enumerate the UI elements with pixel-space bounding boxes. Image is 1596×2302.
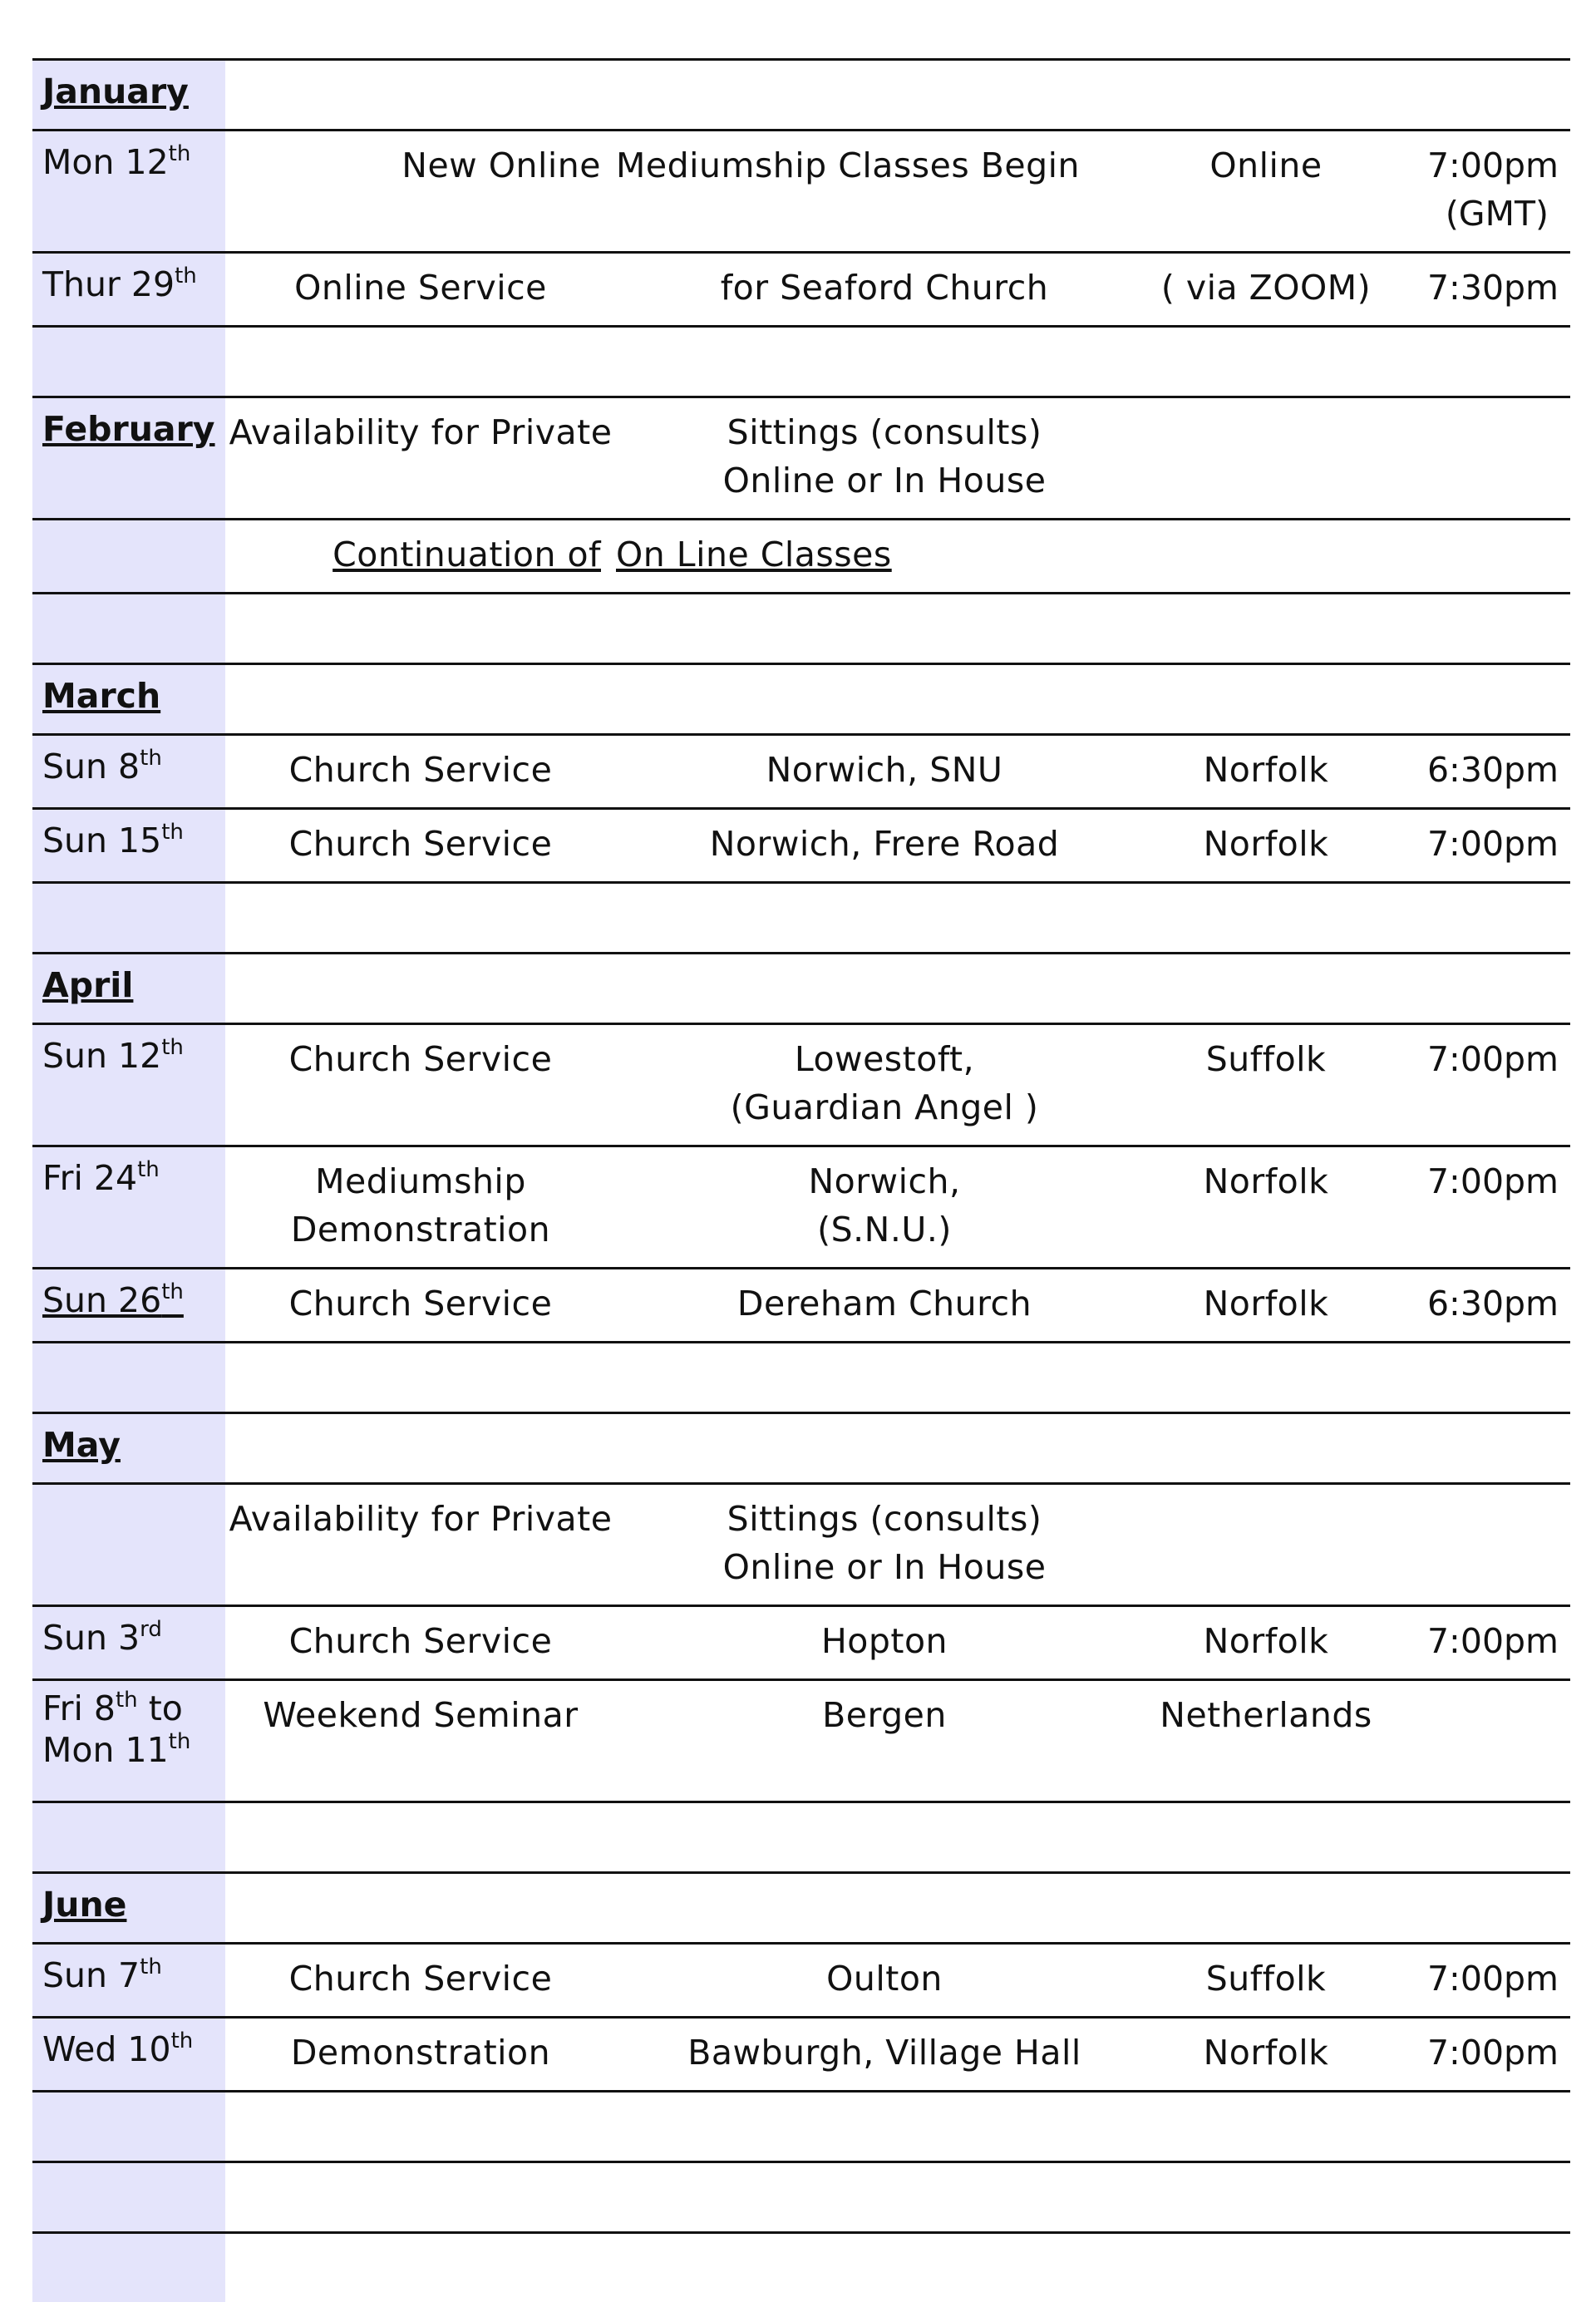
event-region: Norfolk — [1153, 1269, 1379, 1343]
event-date: Sun 12th — [32, 1024, 225, 1146]
event-place: Bergen — [616, 1680, 1153, 1802]
table-row — [32, 520, 1570, 594]
blank-cell — [225, 60, 1570, 131]
blank-cell — [225, 2162, 1570, 2233]
event-time: 7:00pm — [1379, 1606, 1570, 1680]
blank-cell — [225, 954, 1570, 1024]
table-row — [32, 1680, 1570, 1802]
event-place: Norwich, (S.N.U.) — [616, 1146, 1153, 1269]
blank-cell — [225, 1343, 1570, 1413]
spacer-row — [32, 327, 1570, 397]
blank-date-cell — [32, 2233, 225, 2302]
table-row — [32, 1484, 1570, 1606]
event-region: Suffolk — [1153, 1944, 1379, 2018]
spacer-row — [32, 2233, 1570, 2302]
blank-cell — [225, 1413, 1570, 1484]
blank-cell — [225, 664, 1570, 735]
spacer-row — [32, 594, 1570, 664]
blank-date-cell — [32, 1343, 225, 1413]
event-place: Hopton — [616, 1606, 1153, 1680]
blank-cell — [1153, 520, 1570, 594]
event-region: Suffolk — [1153, 1024, 1379, 1146]
spacer-row — [32, 883, 1570, 954]
event-region: Norfolk — [1153, 2018, 1379, 2092]
event-title: Church Service — [225, 735, 616, 809]
event-title: Church Service — [225, 1269, 616, 1343]
table-row — [32, 131, 1570, 253]
event-time: 6:30pm — [1379, 735, 1570, 809]
table-row — [32, 1146, 1570, 1269]
event-title: Mediumship Demonstration — [225, 1146, 616, 1269]
event-time: 7:00pm — [1379, 1146, 1570, 1269]
blank-date-cell — [32, 883, 225, 954]
event-place: Norwich, SNU — [616, 735, 1153, 809]
event-date: Sun 3rd — [32, 1606, 225, 1680]
event-date: Thur 29th — [32, 253, 225, 327]
event-time — [1379, 1680, 1570, 1802]
table-row — [32, 1606, 1570, 1680]
month-row-january — [32, 60, 1570, 131]
event-title: Church Service — [225, 1944, 616, 2018]
month-heading: May — [32, 1413, 225, 1484]
event-place: Mediumship Classes Begin — [616, 131, 1153, 253]
blank-cell — [1153, 1484, 1570, 1606]
event-place: for Seaford Church — [616, 253, 1153, 327]
table-row — [32, 253, 1570, 327]
blank-date-cell — [32, 520, 225, 594]
table-row — [32, 735, 1570, 809]
event-title: Weekend Seminar — [225, 1680, 616, 1802]
spacer-row — [32, 2092, 1570, 2162]
event-time: 6:30pm — [1379, 1269, 1570, 1343]
month-heading: June — [32, 1873, 225, 1944]
event-title: New Online — [225, 131, 616, 253]
event-place: Sittings (consults) Online or In House — [616, 397, 1153, 520]
event-place: Sittings (consults) Online or In House — [616, 1484, 1153, 1606]
event-region: Norfolk — [1153, 809, 1379, 883]
event-title: Availability for Private — [225, 397, 616, 520]
table-row — [32, 2018, 1570, 2092]
blank-cell — [225, 1873, 1570, 1944]
spacer-row — [32, 1802, 1570, 1873]
event-title: Demonstration — [225, 2018, 616, 2092]
event-date: Sun 7th — [32, 1944, 225, 2018]
blank-date-cell — [32, 1484, 225, 1606]
blank-date-cell — [32, 1802, 225, 1873]
blank-date-cell — [32, 594, 225, 664]
event-title: Church Service — [225, 1024, 616, 1146]
event-date: Mon 12th — [32, 131, 225, 253]
blank-cell — [225, 883, 1570, 954]
event-place: Norwich, Frere Road — [616, 809, 1153, 883]
blank-date-cell — [32, 2092, 225, 2162]
event-date: Sun 8th — [32, 735, 225, 809]
schedule-sheet — [32, 58, 1570, 2302]
month-heading: April — [32, 954, 225, 1024]
event-place: Dereham Church — [616, 1269, 1153, 1343]
table-row — [32, 1944, 1570, 2018]
month-row-april — [32, 954, 1570, 1024]
month-row-may — [32, 1413, 1570, 1484]
blank-cell — [1153, 397, 1570, 520]
month-row-march — [32, 664, 1570, 735]
event-title: Continuation of — [225, 520, 616, 594]
event-time: 7:00pm — [1379, 2018, 1570, 2092]
event-region: Norfolk — [1153, 735, 1379, 809]
event-region: Norfolk — [1153, 1146, 1379, 1269]
event-date: Sun 26th — [32, 1269, 225, 1343]
event-time: 7:30pm — [1379, 253, 1570, 327]
table-row — [32, 1024, 1570, 1146]
blank-cell — [225, 2233, 1570, 2302]
event-place: Oulton — [616, 1944, 1153, 2018]
event-time: 7:00pm — [1379, 1024, 1570, 1146]
event-time: 7:00pm — [1379, 809, 1570, 883]
blank-cell — [225, 2092, 1570, 2162]
event-place: On Line Classes — [616, 520, 1153, 594]
event-place: Lowestoft, (Guardian Angel ) — [616, 1024, 1153, 1146]
event-date: Fri 8th to Mon 11th — [32, 1680, 225, 1802]
table-row — [32, 809, 1570, 883]
blank-date-cell — [32, 327, 225, 397]
spacer-row — [32, 2162, 1570, 2233]
event-title: Availability for Private — [225, 1484, 616, 1606]
blank-cell — [225, 327, 1570, 397]
event-title: Church Service — [225, 1606, 616, 1680]
table-row — [32, 1269, 1570, 1343]
month-row-june — [32, 1873, 1570, 1944]
blank-cell — [225, 1802, 1570, 1873]
event-title: Online Service — [225, 253, 616, 327]
event-region: Norfolk — [1153, 1606, 1379, 1680]
events-table — [32, 58, 1570, 2302]
blank-cell — [225, 594, 1570, 664]
spacer-row — [32, 1343, 1570, 1413]
event-region: Netherlands — [1153, 1680, 1379, 1802]
event-date: Fri 24th — [32, 1146, 225, 1269]
month-heading: January — [32, 60, 225, 131]
month-row-february — [32, 397, 1570, 520]
event-date: Wed 10th — [32, 2018, 225, 2092]
month-heading: February — [32, 397, 225, 520]
month-heading: March — [32, 664, 225, 735]
event-region: ( via ZOOM) — [1153, 253, 1379, 327]
event-date: Sun 15th — [32, 809, 225, 883]
event-place: Bawburgh, Village Hall — [616, 2018, 1153, 2092]
event-time: 7:00pm — [1379, 1944, 1570, 2018]
event-region: Online — [1153, 131, 1379, 253]
event-time: 7:00pm (GMT) — [1379, 131, 1570, 253]
blank-date-cell — [32, 2162, 225, 2233]
event-title: Church Service — [225, 809, 616, 883]
